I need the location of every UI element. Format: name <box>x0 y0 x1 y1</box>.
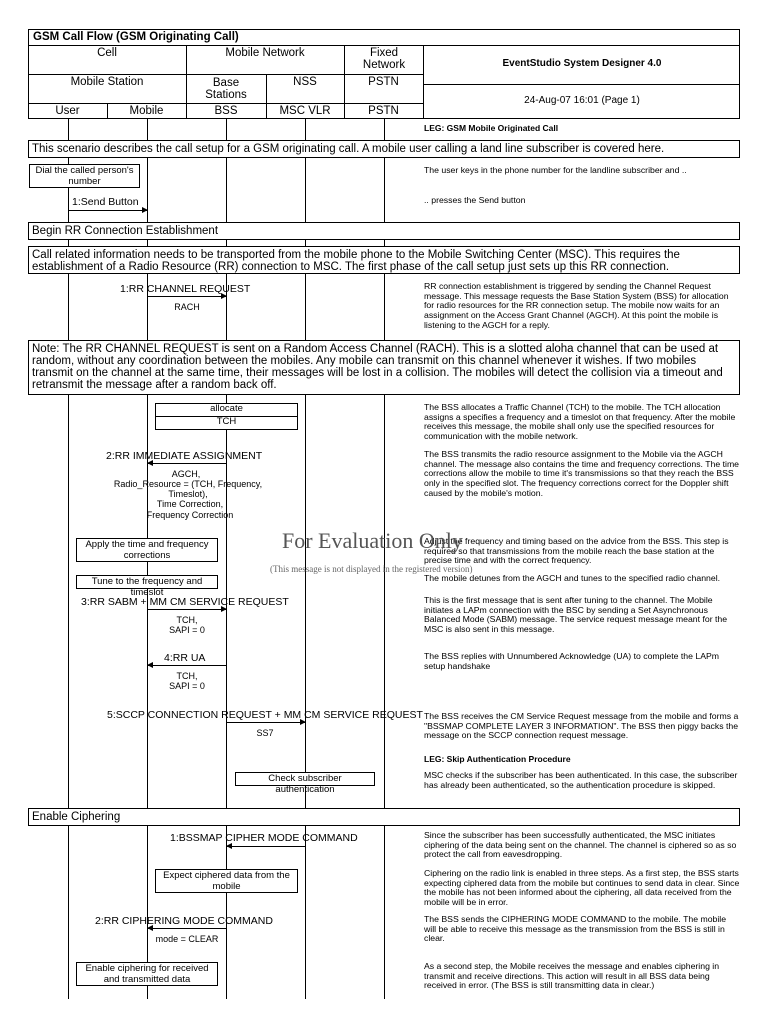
leg-label: LEG: GSM Mobile Originated Call <box>424 123 559 133</box>
begin-rr-banner: Begin RR Connection Establishment <box>28 222 740 240</box>
entity-msc-vlr: MSC VLR <box>279 105 331 117</box>
imm-param-2: Radio_Resource = (TCH, Frequency, <box>113 479 263 489</box>
tool-name: EventStudio System Designer 4.0 <box>502 58 662 69</box>
tune-note: The mobile detunes from the AGCH and tunes to the specified radio channel. <box>424 573 721 583</box>
send-button-label: 1:Send Button <box>72 196 139 208</box>
group-fixed-network: Fixed Network <box>362 47 406 71</box>
leg-skip-auth: LEG: Skip Authentication Procedure <box>424 754 571 764</box>
rr-immediate-assignment-label: 2:RR IMMEDIATE ASSIGNMENT <box>106 450 263 462</box>
ua-param-2: SAPI = 0 <box>169 681 205 691</box>
rr-sabm-label: 3:RR SABM + MM CM SERVICE REQUEST <box>81 596 289 608</box>
sabm-param-2: SAPI = 0 <box>169 625 205 635</box>
sccp-note: The BSS receives the CM Service Request message from the mobile and forms a "BSSMAP COMPLETE LAYER 3 INFORMATION". The BSS then piggy backs the message on the SCCP connection request message. <box>424 711 739 741</box>
ss7-param: SS7 <box>256 728 274 738</box>
arrowhead-left <box>147 662 153 668</box>
check-auth-box: Check subscriber authentication <box>235 772 375 786</box>
bssmap-arrow <box>226 846 305 847</box>
ua-note: The BSS replies with Unnumbered Acknowledge (UA) to complete the LAPm setup handshake <box>424 651 720 671</box>
page-title: GSM Call Flow (GSM Originating Call) <box>33 31 239 43</box>
arrowhead-right <box>221 606 227 612</box>
send-button-arrow <box>68 210 147 211</box>
allocate-line2: TCH <box>216 416 237 427</box>
sccp-connection-request-label: 5:SCCP CONNECTION REQUEST + MM CM SERVICE REQUEST <box>107 709 423 721</box>
enable-ciphering-banner: Enable Ciphering <box>28 808 740 826</box>
bssmap-cipher-label: 1:BSSMAP CIPHER MODE COMMAND <box>170 832 358 844</box>
date-page: 24-Aug-07 16:01 (Page 1) <box>524 95 640 106</box>
mode-clear-param: mode = CLEAR <box>155 934 219 944</box>
imm-assignment-note: The BSS transmits the radio resource assignment to the Mobile via the AGCH channel. The message also contains the time and frequency corrections. The time corrections allow the mobile to time it's transmissions so that they reach the BSS only in the specified slot. The frequency corrections correct for the Doppler shift caused by the mobile's motion. <box>424 449 740 498</box>
group-cell: Cell <box>97 47 117 59</box>
arrowhead-left <box>226 843 232 849</box>
arrowhead-left <box>147 925 153 931</box>
apply-corrections-box: Apply the time and frequency corrections <box>76 538 218 562</box>
sabm-param-1: TCH, <box>176 615 198 625</box>
arrowhead-right <box>221 293 227 299</box>
tune-box: Tune to the frequency and timeslot <box>76 575 218 589</box>
allocate-note: The BSS allocates a Traffic Channel (TCH) to the mobile. The TCH allocation assigns a specifies a frequency and a timeslot on that frequency. After the mobile receives this message, the mobile shall only use the specified resources for communication with the mobile network. <box>424 402 736 442</box>
allocate-tch-box <box>155 403 298 430</box>
send-note: .. presses the Send button <box>424 195 526 205</box>
apply-corrections-note: Adjust the frequency and timing based on the advice from the BSS. This step is required so that transmissions from the mobile reach the base station at the precise time and with the correct frequency. <box>424 536 729 566</box>
arrowhead-right <box>142 207 148 213</box>
group-mobile-network: Mobile Network <box>225 47 305 59</box>
rr-channel-request-label: 1:RR CHANNEL REQUEST <box>120 283 251 295</box>
subgroup-nss: NSS <box>293 76 317 88</box>
evaluation-watermark: For Evaluation Only <box>282 528 463 553</box>
expect-ciphered-note: Ciphering on the radio link is enabled in three steps. As a first step, the BSS starts expecting ciphered data from the mobile but continues to send data in clear. Since the mobile has not been informed about the ciphering, all data received from the mobile will be in error. <box>424 868 740 908</box>
arrowhead-left <box>147 460 153 466</box>
check-auth-note: MSC checks if the subscriber has been authenticated. In this case, the subscriber has already been authenticated, so the authentication procedure is skipped. <box>424 770 738 790</box>
subgroup-pstn: PSTN <box>368 76 399 88</box>
rr-channel-request-arrow <box>147 296 226 297</box>
entity-bss: BSS <box>214 105 238 117</box>
rr-channel-request-note: RR connection establishment is triggered by sending the Channel Request message. This message requests the Base Station System (BSS) for allocation for radio resources for the RR connection setup. The mobile now waits for an assignment on the Access Grant Channel (AGCH). At this point the mobile is listening to the AGCH for a reply. <box>424 281 729 330</box>
subgroup-base-stations: Base Stations <box>205 77 247 101</box>
rr-intro-banner: Call related information needs to be transported from the mobile phone to the Mobile Switching Center (MSC). This requires the establishment of a Radio Resource (RR) connection to MSC. The first phase of the call setup just sets up this RR connection. <box>28 246 740 274</box>
dial-note: The user keys in the phone number for the landline subscriber and .. <box>424 165 687 175</box>
expect-ciphered-box: Expect ciphered data from the mobile <box>155 869 298 893</box>
bssmap-note: Since the subscriber has been successfully authenticated, the MSC initiates ciphering of the data being sent on the channel. The channel is ciphered so as so protect the call from eavesdropping. <box>424 830 737 860</box>
ua-param-1: TCH, <box>176 671 198 681</box>
rach-param: RACH <box>174 302 200 312</box>
arrowhead-right <box>300 719 306 725</box>
evaluation-watermark-sub: (This message is not displayed in the registered version) <box>270 564 473 574</box>
allocate-line1: allocate <box>156 404 297 417</box>
imm-param-3: Timeslot), <box>168 489 208 499</box>
entity-user: User <box>55 105 80 117</box>
imm-param-5: Frequency Correction <box>146 510 234 520</box>
entity-pstn: PSTN <box>368 105 399 117</box>
sabm-note: This is the first message that is sent after tuning to the channel. The Mobile initiates a LAPm connection with the BSC by sending a Set Asynchronous Balanced Mode (SABM) message. The service request message meant for the MSC is also sent in this message. <box>424 595 728 635</box>
rr-ciphering-label: 2:RR CIPHERING MODE COMMAND <box>95 915 273 927</box>
rr-ciphering-arrow <box>147 928 226 929</box>
enable-ciphering-box: Enable ciphering for received and transmitted data <box>76 962 218 986</box>
enable-ciphering-note: As a second step, the Mobile receives the message and enables ciphering in transmit and receive directions. This action will result in all BSS data being received in error. (The BSS is still transmitting data in clear.) <box>424 961 720 991</box>
imm-param-1: AGCH, <box>171 469 201 479</box>
entity-mobile: Mobile <box>129 105 164 117</box>
scenario-banner: This scenario describes the call setup for a GSM originating call. A mobile user calling a land line subscriber is covered here. <box>28 140 740 158</box>
imm-param-4: Time Correction, <box>156 499 224 509</box>
rr-ua-label: 4:RR UA <box>164 652 206 664</box>
rr-immediate-assignment-arrow <box>147 463 226 464</box>
rr-ciphering-note: The BSS sends the CIPHERING MODE COMMAND to the mobile. The mobile will be able to receive this message as the transmission from the BSS is still in clear. <box>424 914 727 944</box>
dial-action-box: Dial the called person's number <box>29 164 140 188</box>
subgroup-mobile-station: Mobile Station <box>70 76 144 88</box>
rach-note-banner: Note: The RR CHANNEL REQUEST is sent on a Random Access Channel (RACH). This is a slotted aloha channel that can be used at random, without any coordination between the mobiles. Any mobile can transmit on this channel whenever it wishes. If two mobiles transmit on the channel at the same time, their messages will be lost in a collision. The mobiles will detect the collision via a timeout and retransmit the message after a random back off. <box>28 340 740 395</box>
rr-sabm-arrow <box>147 609 226 610</box>
sccp-arrow <box>226 722 305 723</box>
rr-ua-arrow <box>147 665 226 666</box>
